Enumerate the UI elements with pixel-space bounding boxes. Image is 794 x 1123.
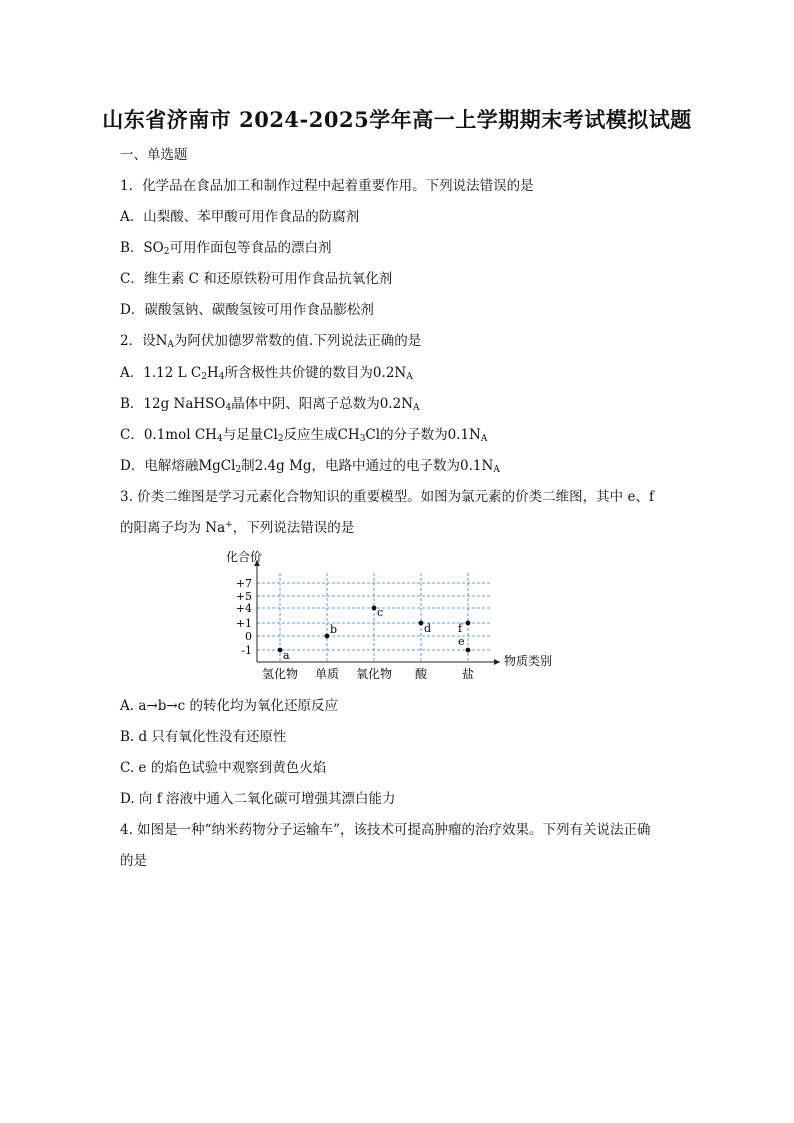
x-tick-label: 氧化物 bbox=[355, 667, 393, 681]
q4-stem-line2: 的是 bbox=[120, 853, 147, 869]
q2-stem: 2．设$N_A$为阿伏加德罗常数的值.下列说法正确的是 bbox=[120, 333, 422, 350]
y-axis-label: 化合价 bbox=[226, 550, 263, 564]
page-title: 山东省济南市 2024-2025学年高一上学期期末考试模拟试题 bbox=[102, 107, 692, 132]
q2-option-c: C．0.1mol $CH_4$与足量$Cl_2$反应生成$CH_3Cl$的分子数为$0.1N_A$ bbox=[120, 427, 488, 444]
y-tick-label: 0 bbox=[245, 630, 252, 643]
x-tick-label: 单质 bbox=[314, 667, 340, 681]
x-axis-label: 物质类别 bbox=[504, 654, 553, 668]
data-point-c bbox=[372, 606, 377, 611]
q3-option-a: A. a→b→c 的转化均为氧化还原反应 bbox=[120, 698, 338, 714]
y-tick-label: -1 bbox=[241, 644, 252, 657]
q2-option-b: B．12g NaHSO$_4$晶体中阴、阳离子总数为$0.2N_A$ bbox=[120, 396, 420, 413]
x-tick-label: 氢化物 bbox=[261, 667, 299, 681]
y-tick-label: +5 bbox=[235, 590, 252, 603]
q1-option-d: D．碳酸氢钠、碳酸氢铵可用作食品膨松剂 bbox=[120, 302, 374, 318]
q3-stem-line2: 的阳离子均为 Na+，下列说法错误的是 bbox=[120, 520, 355, 536]
data-point-label-a: a bbox=[283, 649, 290, 662]
data-point-label-f: f bbox=[458, 622, 463, 635]
section-heading: 一、单选题 bbox=[120, 147, 188, 163]
valence-class-chart bbox=[226, 548, 562, 686]
data-point-label-d: d bbox=[424, 622, 432, 635]
data-point-label-e: e bbox=[458, 635, 465, 648]
data-point-d bbox=[419, 621, 424, 626]
data-point-label-b: b bbox=[330, 623, 338, 636]
q3-option-d: D. 向 f 溶液中通入二氧化碳可增强其漂白能力 bbox=[120, 791, 396, 807]
q3-stem-line1: 3. 价类二维图是学习元素化合物知识的重要模型。如图为氯元素的价类二维图，其中 e、f bbox=[120, 489, 654, 505]
data-point-f bbox=[466, 621, 471, 626]
y-tick-label: +4 bbox=[235, 602, 252, 615]
q3-option-c: C. e 的焰色试验中观察到黄色火焰 bbox=[120, 760, 327, 776]
q3-option-b: B. d 只有氧化性没有还原性 bbox=[120, 729, 287, 745]
q1-option-c: C．维生素 C 和还原铁粉可用作食品抗氧化剂 bbox=[120, 271, 393, 287]
q2-option-a: A．1.12 L $C_2H_4$所含极性共价键的数目为$0.2N_A$ bbox=[120, 365, 413, 382]
q1-option-b: B．$SO_2$可用作面包等食品的漂白剂 bbox=[120, 240, 332, 257]
q1-option-a: A．山梨酸、苯甲酸可用作食品的防腐剂 bbox=[120, 209, 360, 225]
data-point-b bbox=[325, 634, 330, 639]
x-tick-label: 酸 bbox=[414, 667, 428, 681]
x-tick-label: 盐 bbox=[461, 667, 475, 681]
y-tick-label: +1 bbox=[235, 617, 252, 630]
q1-stem: 1．化学品在食品加工和制作过程中起着重要作用。下列说法错误的是 bbox=[120, 178, 534, 194]
q2-option-d: D．电解熔融MgCl$_2$制2.4g Mg，电路中通过的电子数为$0.1N_A$ bbox=[120, 458, 500, 475]
data-point-label-c: c bbox=[377, 606, 384, 619]
data-point-a bbox=[278, 648, 283, 653]
q4-stem-line1: 4. 如图是一种“纳米药物分子运输车”，该技术可提高肿瘤的治疗效果。下列有关说法正确 bbox=[120, 822, 651, 838]
data-point-e bbox=[466, 648, 471, 653]
y-tick-label: +7 bbox=[235, 577, 252, 590]
